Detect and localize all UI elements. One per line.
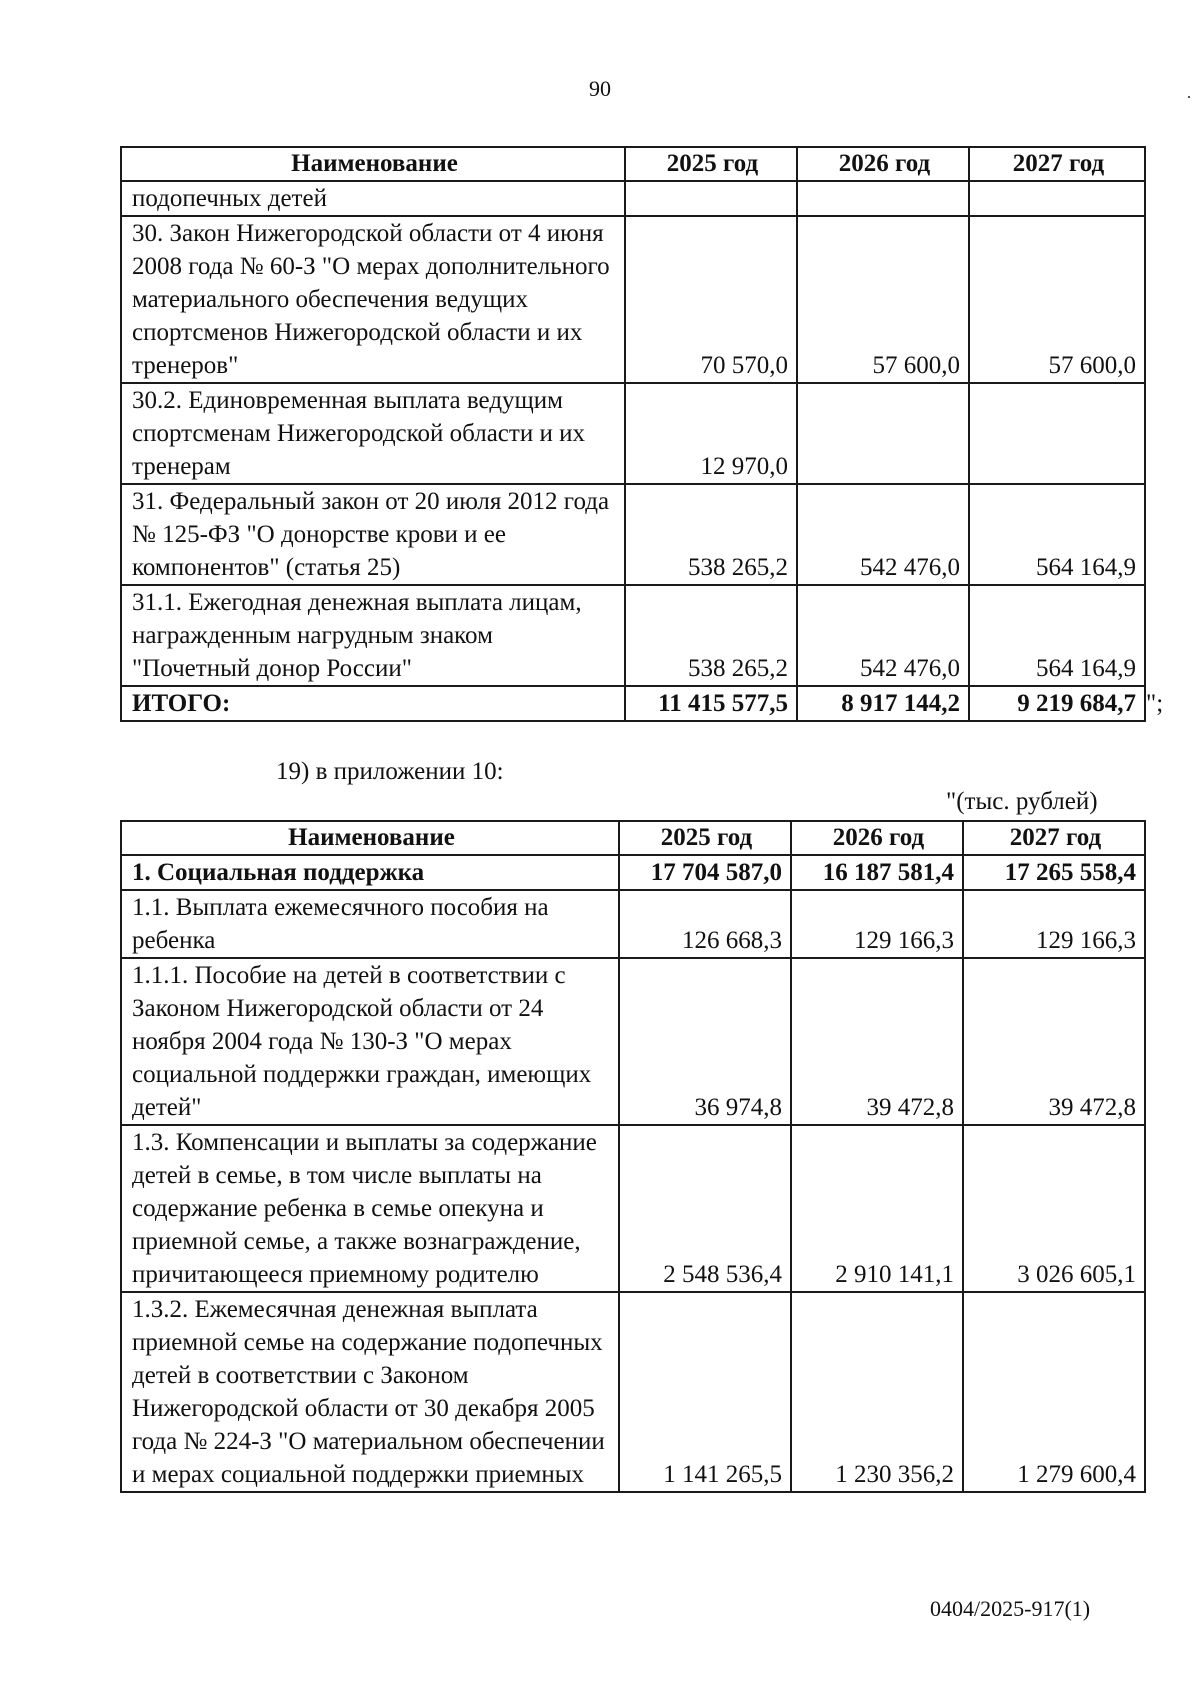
value-2025: 70 570,0 bbox=[625, 216, 797, 383]
value-2025: 538 265,2 bbox=[625, 585, 797, 686]
scan-artifact-dot bbox=[1188, 96, 1190, 98]
units-note: "(тыс. рублей) bbox=[946, 788, 1098, 815]
row-name: 1.3.2. Ежемесячная денежная выплата приемной семье на содержание подопечных детей в соответствии с Законом Нижегородской области от 30 декабря 2005 года № 224-З "О материальном обеспечении и мерах социальной поддержки приемных bbox=[121, 1292, 619, 1492]
row-name: 1.1.1. Пособие на детей в соответствии с Законом Нижегородской области от 24 ноября 2004 года № 130-З "О мерах социальной поддержки граждан, имеющих детей" bbox=[121, 958, 619, 1125]
table-row bbox=[121, 958, 1145, 1125]
value-2026: 542 476,0 bbox=[797, 585, 969, 686]
row-name: 1. Социальная поддержка bbox=[121, 855, 619, 890]
table-header-row bbox=[121, 147, 1145, 181]
value-2025: 2 548 536,4 bbox=[619, 1125, 791, 1292]
row-name: 1.3. Компенсации и выплаты за содержание детей в семье, в том числе выплаты на содержание ребенка в семье опекуна и приемной семье, а также вознаграждение, причитающееся приемному родителю bbox=[121, 1125, 619, 1292]
budget-table-continued bbox=[120, 146, 1146, 722]
value-2026: 16 187 581,4 bbox=[791, 855, 963, 890]
total-2025: 11 415 577,5 bbox=[625, 686, 797, 721]
value-2027: 3 026 605,1 bbox=[963, 1125, 1145, 1292]
value-2027: 564 164,9 bbox=[969, 585, 1145, 686]
value-2026: 129 166,3 bbox=[791, 890, 963, 958]
table-row bbox=[121, 1125, 1145, 1292]
column-header-name: Наименование bbox=[121, 147, 625, 181]
total-label: ИТОГО: bbox=[121, 686, 625, 721]
value-2027: 57 600,0 bbox=[969, 216, 1145, 383]
value-2027: 564 164,9 bbox=[969, 484, 1145, 585]
value-2025: 36 974,8 bbox=[619, 958, 791, 1125]
table-row bbox=[121, 890, 1145, 958]
total-2027: 9 219 684,7 bbox=[969, 686, 1145, 721]
row-name: 31.1. Ежегодная денежная выплата лицам, награжденным нагрудным знаком "Почетный донор России" bbox=[121, 585, 625, 686]
section-heading: 19) в приложении 10: bbox=[276, 758, 504, 785]
column-header-2025: 2025 год bbox=[619, 821, 791, 855]
table-row bbox=[121, 216, 1145, 383]
column-header-2026: 2026 год bbox=[797, 147, 969, 181]
column-header-2026: 2026 год bbox=[791, 821, 963, 855]
value-2027 bbox=[969, 181, 1145, 216]
value-2025: 126 668,3 bbox=[619, 890, 791, 958]
value-2026: 39 472,8 bbox=[791, 958, 963, 1125]
value-2026 bbox=[797, 383, 969, 484]
row-name: 30.2. Единовременная выплата ведущим спортсменам Нижегородской области и их тренерам bbox=[121, 383, 625, 484]
value-2027: 1 279 600,4 bbox=[963, 1292, 1145, 1492]
value-2025 bbox=[625, 181, 797, 216]
row-name: 30. Закон Нижегородской области от 4 июня 2008 года № 60-З "О мерах дополнительного материального обеспечения ведущих спортсменов Нижегородской области и их тренеров" bbox=[121, 216, 625, 383]
row-name: 1.1. Выплата ежемесячного пособия на ребенка bbox=[121, 890, 619, 958]
row-name: 31. Федеральный закон от 20 июля 2012 года № 125-ФЗ "О донорстве крови и ее компонентов" (статья 25) bbox=[121, 484, 625, 585]
table-header-row bbox=[121, 821, 1145, 855]
value-2026: 2 910 141,1 bbox=[791, 1125, 963, 1292]
table-row bbox=[121, 585, 1145, 686]
page-number: 90 bbox=[589, 76, 611, 101]
value-2027: 39 472,8 bbox=[963, 958, 1145, 1125]
budget-table-appendix-10 bbox=[120, 820, 1146, 1493]
table-row bbox=[121, 855, 1145, 890]
document-code: 0404/2025-917(1) bbox=[930, 1596, 1091, 1621]
total-2026: 8 917 144,2 bbox=[797, 686, 969, 721]
table-row bbox=[121, 484, 1145, 585]
column-header-2025: 2025 год bbox=[625, 147, 797, 181]
closing-quote-mark: "; bbox=[1146, 690, 1164, 717]
value-2027: 129 166,3 bbox=[963, 890, 1145, 958]
value-2025: 17 704 587,0 bbox=[619, 855, 791, 890]
value-2025: 1 141 265,5 bbox=[619, 1292, 791, 1492]
value-2026: 542 476,0 bbox=[797, 484, 969, 585]
total-row bbox=[121, 686, 1145, 721]
table-row bbox=[121, 383, 1145, 484]
value-2026 bbox=[797, 181, 969, 216]
column-header-2027: 2027 год bbox=[963, 821, 1145, 855]
table-row bbox=[121, 1292, 1145, 1492]
column-header-2027: 2027 год bbox=[969, 147, 1145, 181]
value-2026: 57 600,0 bbox=[797, 216, 969, 383]
value-2027 bbox=[969, 383, 1145, 484]
value-2025: 538 265,2 bbox=[625, 484, 797, 585]
value-2027: 17 265 558,4 bbox=[963, 855, 1145, 890]
value-2026: 1 230 356,2 bbox=[791, 1292, 963, 1492]
table-row bbox=[121, 181, 1145, 216]
value-2025: 12 970,0 bbox=[625, 383, 797, 484]
column-header-name: Наименование bbox=[121, 821, 619, 855]
row-name: подопечных детей bbox=[121, 181, 625, 216]
